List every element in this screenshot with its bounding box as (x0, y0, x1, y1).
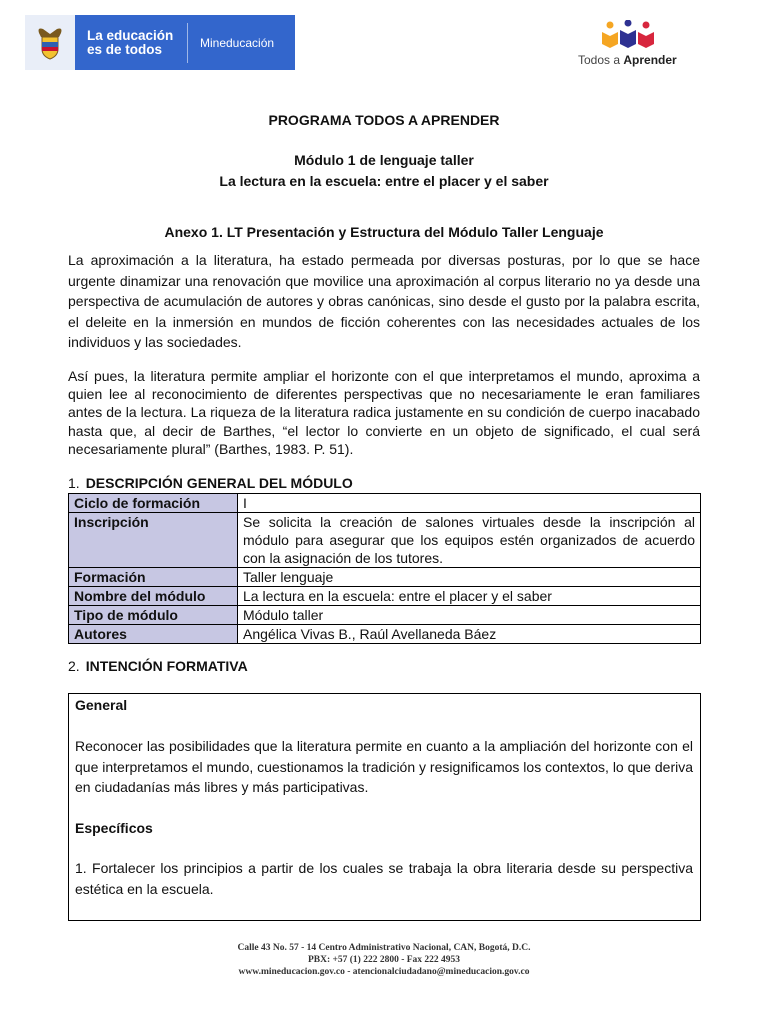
banner-line-2: es de todos (87, 41, 163, 57)
row-label: Nombre del módulo (69, 587, 238, 606)
module-title: Módulo 1 de lenguaje taller (294, 152, 474, 168)
module-description-table (68, 493, 701, 644)
specific-heading: Específicos (75, 820, 153, 836)
row-label: Inscripción (69, 513, 238, 568)
row-value: I (238, 494, 701, 513)
annex-title: Anexo 1. LT Presentación y Estructura del Módulo Taller Lenguaje (164, 224, 604, 240)
row-value: Angélica Vivas B., Raúl Avellaneda Báez (238, 625, 701, 644)
program-title: PROGRAMA TODOS A APRENDER (268, 112, 500, 128)
coat-of-arms-icon (25, 15, 75, 70)
logo-wordmark (578, 53, 677, 67)
banner-slogan (75, 23, 188, 63)
table-row (69, 625, 701, 644)
general-heading: General (75, 697, 128, 713)
row-label: Ciclo de formación (69, 494, 238, 513)
logo-word-right: Aprender (623, 53, 677, 67)
section-2-heading (68, 658, 248, 674)
row-value: La lectura en la escuela: entre el placer y el saber (238, 587, 701, 606)
section-1-heading (68, 475, 353, 491)
section-2-number: 2. (68, 658, 80, 674)
footer-phone: PBX: +57 (1) 222 2800 - Fax 222 4953 (307, 955, 461, 965)
section-1-title: DESCRIPCIÓN GENERAL DEL MÓDULO (85, 475, 353, 491)
intro-paragraph-1: La aproximación a la literatura, ha estado permeada por diversas posturas, por lo que se hace urgente dinamizar una renovación que movilice una aproximación al corpus literario no ya desde una perspectiva de acumulación de autores y obras canónicas, sino desde el gusto por la palabra escrita, el deleite en la inmersión en mundos de ficción coherentes con las necesidades actuales de los individuos y las sociedades. (68, 252, 700, 350)
cubes-icon (588, 20, 668, 52)
row-value: Se solicita la creación de salones virtuales desde la inscripción al módulo para asegurar que los equipos estén organizados de acuerdo con la asignación de los tutores. (238, 513, 701, 568)
section-2-title: INTENCIÓN FORMATIVA (85, 658, 248, 674)
row-value: Módulo taller (238, 606, 701, 625)
row-label: Tipo de módulo (69, 606, 238, 625)
footer-address: Calle 43 No. 57 - 14 Centro Administrativo Nacional, CAN, Bogotá, D.C. (237, 943, 531, 953)
table-row (69, 587, 701, 606)
table-row (69, 513, 701, 568)
intro-paragraph-2: Así pues, la literatura permite ampliar el horizonte con el que interpretamos el mundo, aproxima a quien lee al reconocimiento de diferentes perspectivas que no necesariamente le eran familiares antes de la lectura. La riqueza de la literatura radica justamente en su condición de cuerpo inacabado hasta que, al decir de Barthes, “el lector lo convierte en un objeto de significado, el cual será necesariamente plural” (Barthes, 1983. P. 51). (68, 368, 700, 457)
row-value: Taller lenguaje (238, 568, 701, 587)
formative-intention-box (68, 693, 701, 921)
module-subtitle: La lectura en la escuela: entre el placer y el saber (219, 173, 549, 189)
ministry-banner (25, 15, 295, 70)
row-label: Autores (69, 625, 238, 644)
banner-line-1: La educación (87, 27, 174, 43)
section-1-number: 1. (68, 475, 80, 491)
footer-web: www.mineducacion.gov.co - atencionalciudadano@mineducacion.gov.co (238, 967, 530, 977)
todos-a-aprender-logo (578, 20, 677, 70)
row-label: Formación (69, 568, 238, 587)
table-row (69, 494, 701, 513)
general-text: Reconocer las posibilidades que la literatura permite en cuanto a la ampliación del horizonte con el que interpretamos el mundo, cuestionamos la tradición y resignificamos los contextos, lo que deriva en ciudadanías más libres y más participativas. (75, 738, 693, 795)
specific-text: 1. Fortalecer los principios a partir de los cuales se trabaja la obra literaria desde su perspectiva estética en la escuela. (75, 860, 693, 897)
table-row (69, 568, 701, 587)
logo-word-left: Todos a (578, 53, 621, 67)
table-row (69, 606, 701, 625)
banner-ministry: Mineducación (200, 35, 275, 50)
